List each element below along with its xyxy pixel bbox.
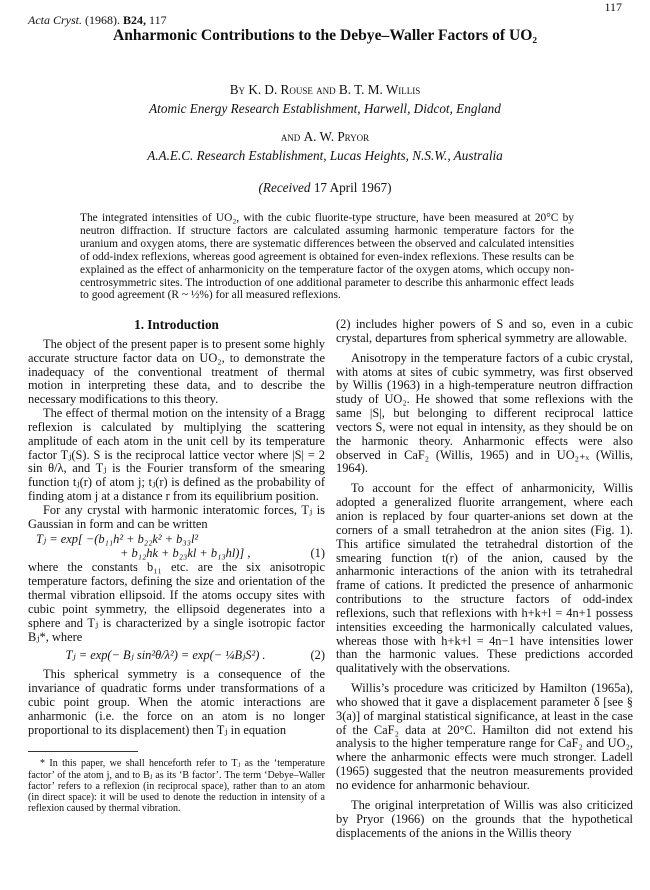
page-number: 117 <box>604 0 622 14</box>
paragraph: The object of the present paper is to present some highly accurate structure factor data on UO₂, to demonstrate the inadequacy of the conventional treatment of thermal motion in interpreting these data, and to describe the necessary modifications to this theory. <box>28 336 325 407</box>
by-word: By <box>229 82 246 97</box>
received-prefix: (Received <box>258 180 311 195</box>
paper-title: Anharmonic Contributions to the Debye–Waller Factors of UO₂ <box>112 27 538 44</box>
equation-1-number: (1) <box>310 545 325 560</box>
citation-volume: B24, <box>123 13 147 27</box>
paragraph: where the constants b₁₁ etc. are the six anisotropic temperature factors, defining the size and orientation of the thermal vibration ellipsoid. If the atoms occupy sites with cubic point symmetry, the ellipsoid degenerates into a sphere and Tⱼ is characterized by a single isotropic factor Bⱼ*, where <box>28 560 325 644</box>
abstract: The integrated intensities of UO₂, with the cubic fluorite-type structure, have been measured at 20°C by neutron diffraction. If structure factors are calculated assuming harmonic temperature factors for the uranium and oxygen atoms, there are systematic differences between the observed and calculated intensities of odd-index reflexions, whereas good agreement is obtained for even-index reflexions. These results can be explained as the effect of anharmonicity on the temperature factor of the oxygen atoms, which occupy non-centrosymmetric sites. The introduction of one additional parameter to describe this anharmonic effect leads to good agreement (R ~ ½%) for all measured reflexions. <box>80 212 574 302</box>
footnote: * In this paper, we shall henceforth refer to Tⱼ as the ‘temperature factor’ of the atom j, and to Bⱼ as its ‘B factor’. The term ‘Debye–Waller factor’ refers to a reflexion (in reciprocal space), rather than to an atom (in direct space): it will be used to denote the reduction in intensity of a reflexion caused by thermal vibration. <box>28 758 325 815</box>
equation-1-line-2: + b₁₂hk + b₂₃kl + b₁₃hl)] , <box>120 545 251 560</box>
paragraph: Anisotropy in the temperature factors of a cubic crystal, with atoms at sites of cubic symmetry, was first observed by Willis (1963) in a high-temperature neutron diffraction study of UO₂. He showed that some reflexions with the same |S|, but belonging to different reciprocal lattice vectors S, were not equal in intensity, as they should be on the harmonic theory. Anharmonic effects were also observed in CaF₂ (Willis, 1965) and in UO₂₊ₓ (Willis, 1964). <box>336 350 633 476</box>
equation-1 <box>28 533 325 561</box>
footnote-rule <box>28 751 138 752</box>
equation-1-line-1: Tⱼ = exp[ −(b₁₁h² + b₂₂k² + b₃₃l² <box>36 531 199 546</box>
received-date <box>0 180 650 196</box>
paragraph: (2) includes higher powers of S and so, even in a cubic crystal, departures from spherical symmetry are allowable. <box>336 317 633 345</box>
and-word: and <box>280 129 301 144</box>
citation-page: 117 <box>149 13 167 27</box>
authors-line-2 <box>0 129 650 145</box>
received-value: 17 April 1967) <box>313 180 392 195</box>
paragraph: The effect of thermal motion on the intensity of a Bragg reflexion is calculated by multiplying the scattering amplitude of each atom in the unit cell by its temperature factor Tⱼ(S). S is the reciprocal lattice vector where |S| = 2 sin θ/λ, and Tⱼ is the Fourier transform of the smearing function tⱼ(r) of atom j; tⱼ(r) is defined as the probability of finding atom j at a distance r from its equilibrium position. <box>28 406 325 504</box>
authors-group-1: K. D. Rouse and B. T. M. Willis <box>248 82 421 97</box>
citation <box>28 13 167 28</box>
journal-name: Acta Cryst. <box>28 13 82 27</box>
paragraph: For any crystal with harmonic interatomic forces, Tⱼ is Gaussian in form and can be written <box>28 502 325 531</box>
equation-2 <box>28 649 325 663</box>
affiliation-2: A.A.E.C. Research Establishment, Lucas Heights, N.S.W., Australia <box>147 148 503 163</box>
equation-2-number: (2) <box>310 648 325 663</box>
equation-2-body: Tⱼ = exp(− Bⱼ sin²θ/λ²) = exp(− ¼BⱼS²) . <box>65 648 266 663</box>
affiliation-1: Atomic Energy Research Establishment, Harwell, Didcot, England <box>149 101 501 116</box>
authors-line-1 <box>0 82 650 98</box>
citation-year: (1968). <box>85 13 120 27</box>
left-column <box>28 318 325 814</box>
authors-group-2: A. W. Pryor <box>303 129 370 144</box>
right-column <box>336 318 633 840</box>
paragraph: Willis’s procedure was criticized by Hamilton (1965a), who showed that it gave a displacement parameter δ [see § 3(a)] of marginal statistical significance, at least in the case of the CaF₂ data at 20°C. Hamilton did not extend his analysis to the higher temperature range for CaF₂ and UO₂, where the anharmonic effects were much stronger. Ladell (1965) suggested that the neutron measurements provided no evidence for anharmonic behaviour. <box>336 681 633 792</box>
paragraph: The original interpretation of Willis was also criticized by Pryor (1966) on the grounds that the hypothetical displacements of the anions in the Willis theory <box>336 797 633 840</box>
paragraph: To account for the effect of anharmonicity, Willis adopted a generalized fluorite arrangement, where each anion is replaced by four quarter-anions set down at the corners of a small tetrahedron at the anion sites (Fig. 1). This artifice simulated the tetrahedral distortion of the smearing function t(r) of the anion, caused by the anharmonic interactions of the anion with its tetrahedral frame of cations. It predicted the presence of anharmonic contributions to the structure factors of odd-index reflexions, such that reflexions with h+k+l = 4n+1 possess intensities exceeding the harmonically calculated values, whereas those with h+k+l = 4n−1 have intensities lower than the harmonic values. These predictions accorded qualitatively with the observations. <box>336 481 633 676</box>
section-heading: 1. Introduction <box>134 317 219 332</box>
paragraph: This spherical symmetry is a consequence of the invariance of quadratic forms under transformations of a cubic point group. When the atomic interactions are anharmonic (i.e. the force on an atom is no longer proportional to its displacement) then Tⱼ in equation <box>28 667 325 737</box>
